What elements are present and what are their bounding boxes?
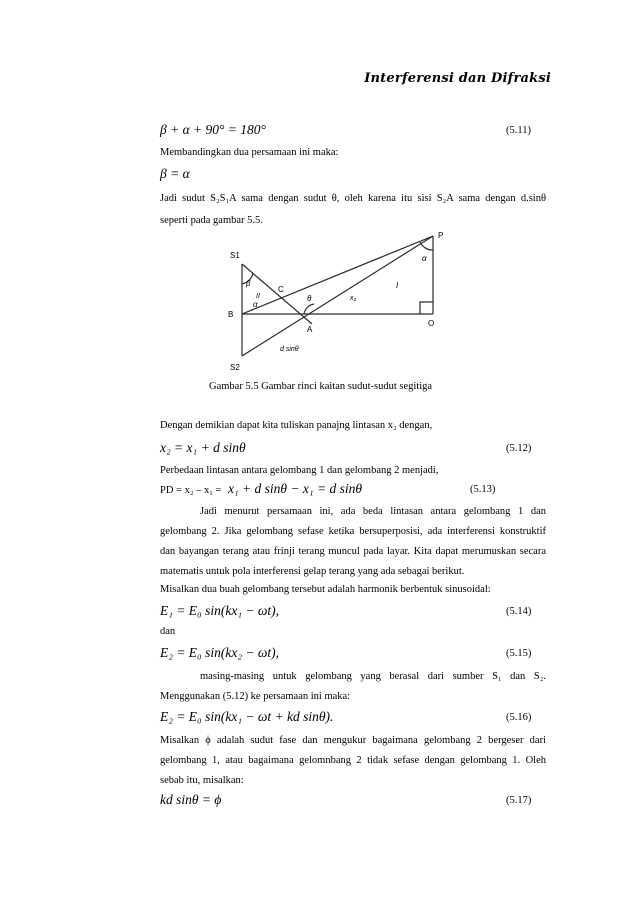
label-alpha-left: α [253, 300, 258, 309]
label-alpha-right: α [422, 254, 427, 263]
equation-number: (5.13) [470, 484, 496, 495]
label-p: P [438, 231, 444, 240]
paragraph-line: masing-masing untuk gelombang yang berasal dari sumber S₁ dan S₂. [200, 671, 546, 682]
label-beta: β [246, 279, 251, 288]
paragraph-line: gelombang 1, atau bagaimana gelomnbang 2 tidak sefase dengan gelombang 1. Oleh [160, 755, 546, 766]
paragraph-line: gelombang 2. Jika gelombang sefase ketika bersuperposisi, ada interferensi konstruktif [160, 526, 546, 537]
paragraph: Dengan demikian dapat kita tuliskan panajng lintasan x₂ dengan, [160, 420, 433, 431]
figure-caption: Gambar 5.5 Gambar rinci kaitan sudut-sudut segitiga [209, 381, 433, 392]
equation-5-14: E₁ = E₀ sin(kx₁ − ωt), [160, 603, 280, 618]
right-angle-marker [420, 302, 433, 314]
label-o: O [428, 319, 435, 328]
paragraph: dan [160, 626, 176, 637]
label-ii: II [256, 293, 260, 300]
label-c: C [278, 285, 284, 294]
paragraph: Membandingkan dua persamaan ini maka: [160, 147, 339, 158]
label-i: I [396, 281, 399, 290]
paragraph-line: Misalkan ϕ adalah sudut fase dan mengukur bagaimana gelombang 2 bergeser dari [160, 735, 546, 746]
equation-5-13: x₁ + d sinθ − x₁ = d sinθ [228, 481, 362, 496]
paragraph-line: matematis untuk pola interferensi gelap terang yang ada sebagai berikut. [160, 566, 465, 577]
equation-number: (5.14) [506, 606, 532, 617]
equation-number: (5.11) [506, 125, 531, 136]
paragraph: Perbedaan lintasan antara gelombang 1 dan gelombang 2 menjadi, [160, 465, 439, 476]
paragraph-line: sebab itu, misalkan: [160, 775, 244, 786]
label-dsin: d sinθ [280, 346, 299, 353]
line-b-p [242, 236, 433, 314]
equation-number: (5.16) [506, 712, 532, 723]
paragraph-line: dan bayangan terang atau frinji terang muncul pada layar. Kita dapat merumuskan secara [160, 546, 546, 557]
label-b: B [228, 310, 234, 319]
line-s2-p [242, 236, 433, 356]
equation-beta-alpha: β = α [160, 166, 190, 181]
equation-number: (5.15) [506, 648, 532, 659]
equation-5-16: E₂ = E₀ sin(kx₁ − ωt + kd sinθ). [160, 709, 334, 724]
paragraph-line: seperti pada gambar 5.5. [160, 215, 263, 226]
label-x2: x₂ [350, 295, 357, 302]
label-s2: S2 [230, 363, 240, 372]
theta-arc [304, 304, 314, 314]
paragraph-line: Jadi menurut persamaan ini, ada beda lintasan antara gelombang 1 dan [200, 506, 546, 517]
label-s1: S1 [230, 251, 240, 260]
equation-number: (5.17) [506, 795, 532, 806]
paragraph: Misalkan dua buah gelombang tersebut adalah harmonik berbentuk sinusoidal: [160, 584, 491, 595]
equation-5-15: E₂ = E₀ sin(kx₂ − ωt), [160, 645, 280, 660]
running-header: Interferensi dan Difraksi [364, 71, 551, 86]
label-theta: θ [307, 294, 312, 303]
equation-5-17: kd sinθ = ϕ [160, 792, 222, 807]
equation-number: (5.12) [506, 443, 532, 454]
paragraph-line: Menggunakan (5.12) ke persamaan ini maka: [160, 691, 351, 702]
label-a: A [307, 325, 313, 334]
equation-5-11: β + α + 90° = 180° [160, 122, 266, 137]
equation-5-13-prefix: PD = x₂ – x₁ = [160, 485, 222, 496]
paragraph-line: Jadi sudut S₂S₁A sama dengan sudut θ, oleh karena itu sisi S₂A sama dengan d.sinθ [160, 193, 546, 204]
figure-geometry-diagram [220, 228, 445, 376]
equation-5-12: x₂ = x₁ + d sinθ [160, 440, 246, 455]
